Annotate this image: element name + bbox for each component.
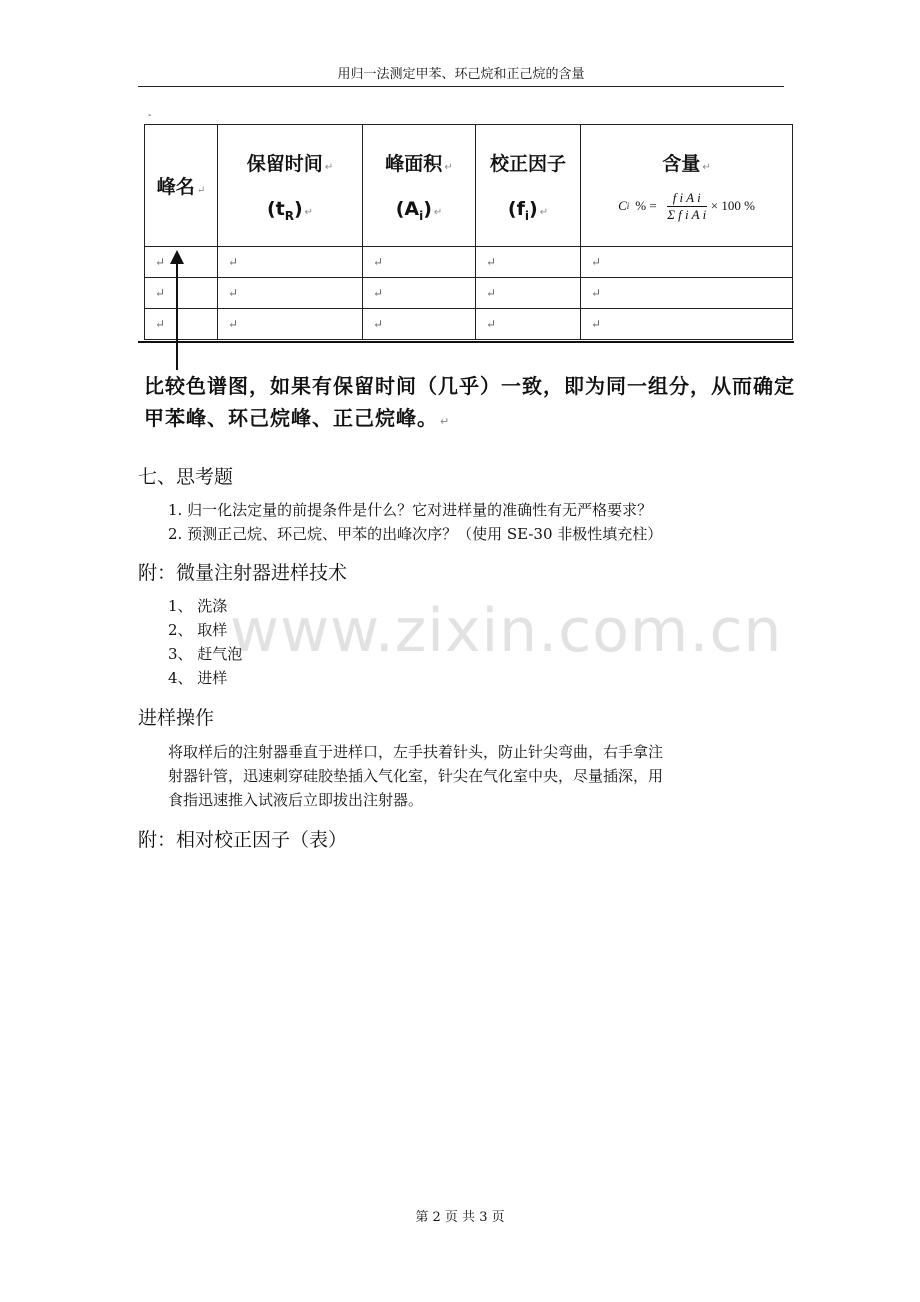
table-row: ↵ ↵ ↵ ↵ ↵	[145, 309, 793, 340]
col-peak-name: 峰名 ↵	[145, 125, 218, 247]
table-row: ↵ ↵ ↵ ↵ ↵	[145, 278, 793, 309]
col-content: 含量 ↵ C i % = $\frac{\text{f i A i}}{\text{Σ f i A i}}$ × 100 %	[581, 125, 793, 247]
operation-line-3: 食指迅速推入试液后立即拔出注射器。	[168, 791, 424, 809]
comparison-note: 比较色谱图，如果有保留时间（几乎）一致，即为同一组分，从而确定甲苯峰、环己烷峰、正己烷峰。 ↵	[144, 374, 795, 430]
step-1: 1、 洗涤	[168, 597, 228, 615]
col-peak-area: 峰面积 ↵ $(A_i)$ ↵	[363, 125, 476, 247]
watermark: www.zixin.com.cn	[230, 596, 783, 666]
table-header-row	[145, 125, 793, 247]
step-2: 2、 取样	[168, 621, 228, 639]
appendix2-title: 附：相对校正因子（表）	[138, 829, 348, 851]
content-formula: C i % = $\frac{\text{f i A i}}{\text{Σ f i A i}}$ × 100 %	[618, 189, 755, 222]
operation-line-1: 将取样后的注射器垂直于进样口，左手扶着针头，防止针尖弯曲，右手拿注	[168, 743, 664, 761]
question-1: 1. 归一化法定量的前提条件是什么？它对进样量的准确性有无严格要求？	[168, 501, 653, 519]
operation-title: 进样操作	[138, 707, 215, 729]
question-2: 2. 预测正己烷、环己烷、甲苯的出峰次序？（使用 SE-30 非极性填充柱）	[168, 525, 663, 543]
step-4: 4、 进样	[168, 669, 228, 687]
peak-table	[144, 124, 793, 340]
stray-mark: -	[148, 110, 152, 121]
operation-line-2: 射器针管，迅速刺穿硅胶垫插入气化室，针尖在气化室中央，尽量插深，用	[168, 767, 664, 785]
page-header: 用归一法测定甲苯、环己烷和正己烷的含量	[138, 66, 784, 87]
col-correction-factor: 校正因子 $(f_i)$ ↵	[476, 125, 581, 247]
arrow-line	[176, 262, 178, 370]
divider-line	[138, 341, 794, 343]
table-row: ↵ ↵ ↵ ↵ ↵	[145, 247, 793, 278]
appendix1-title: 附：微量注射器进样技术	[138, 562, 348, 584]
section7-title: 七、思考题	[138, 466, 234, 488]
page-footer: 第 2 页 共 3 页	[415, 1210, 505, 1225]
step-3: 3、 赶气泡	[168, 645, 243, 663]
col-retention-time: 保留时间 ↵ $(t_R)$ ↵	[218, 125, 363, 247]
